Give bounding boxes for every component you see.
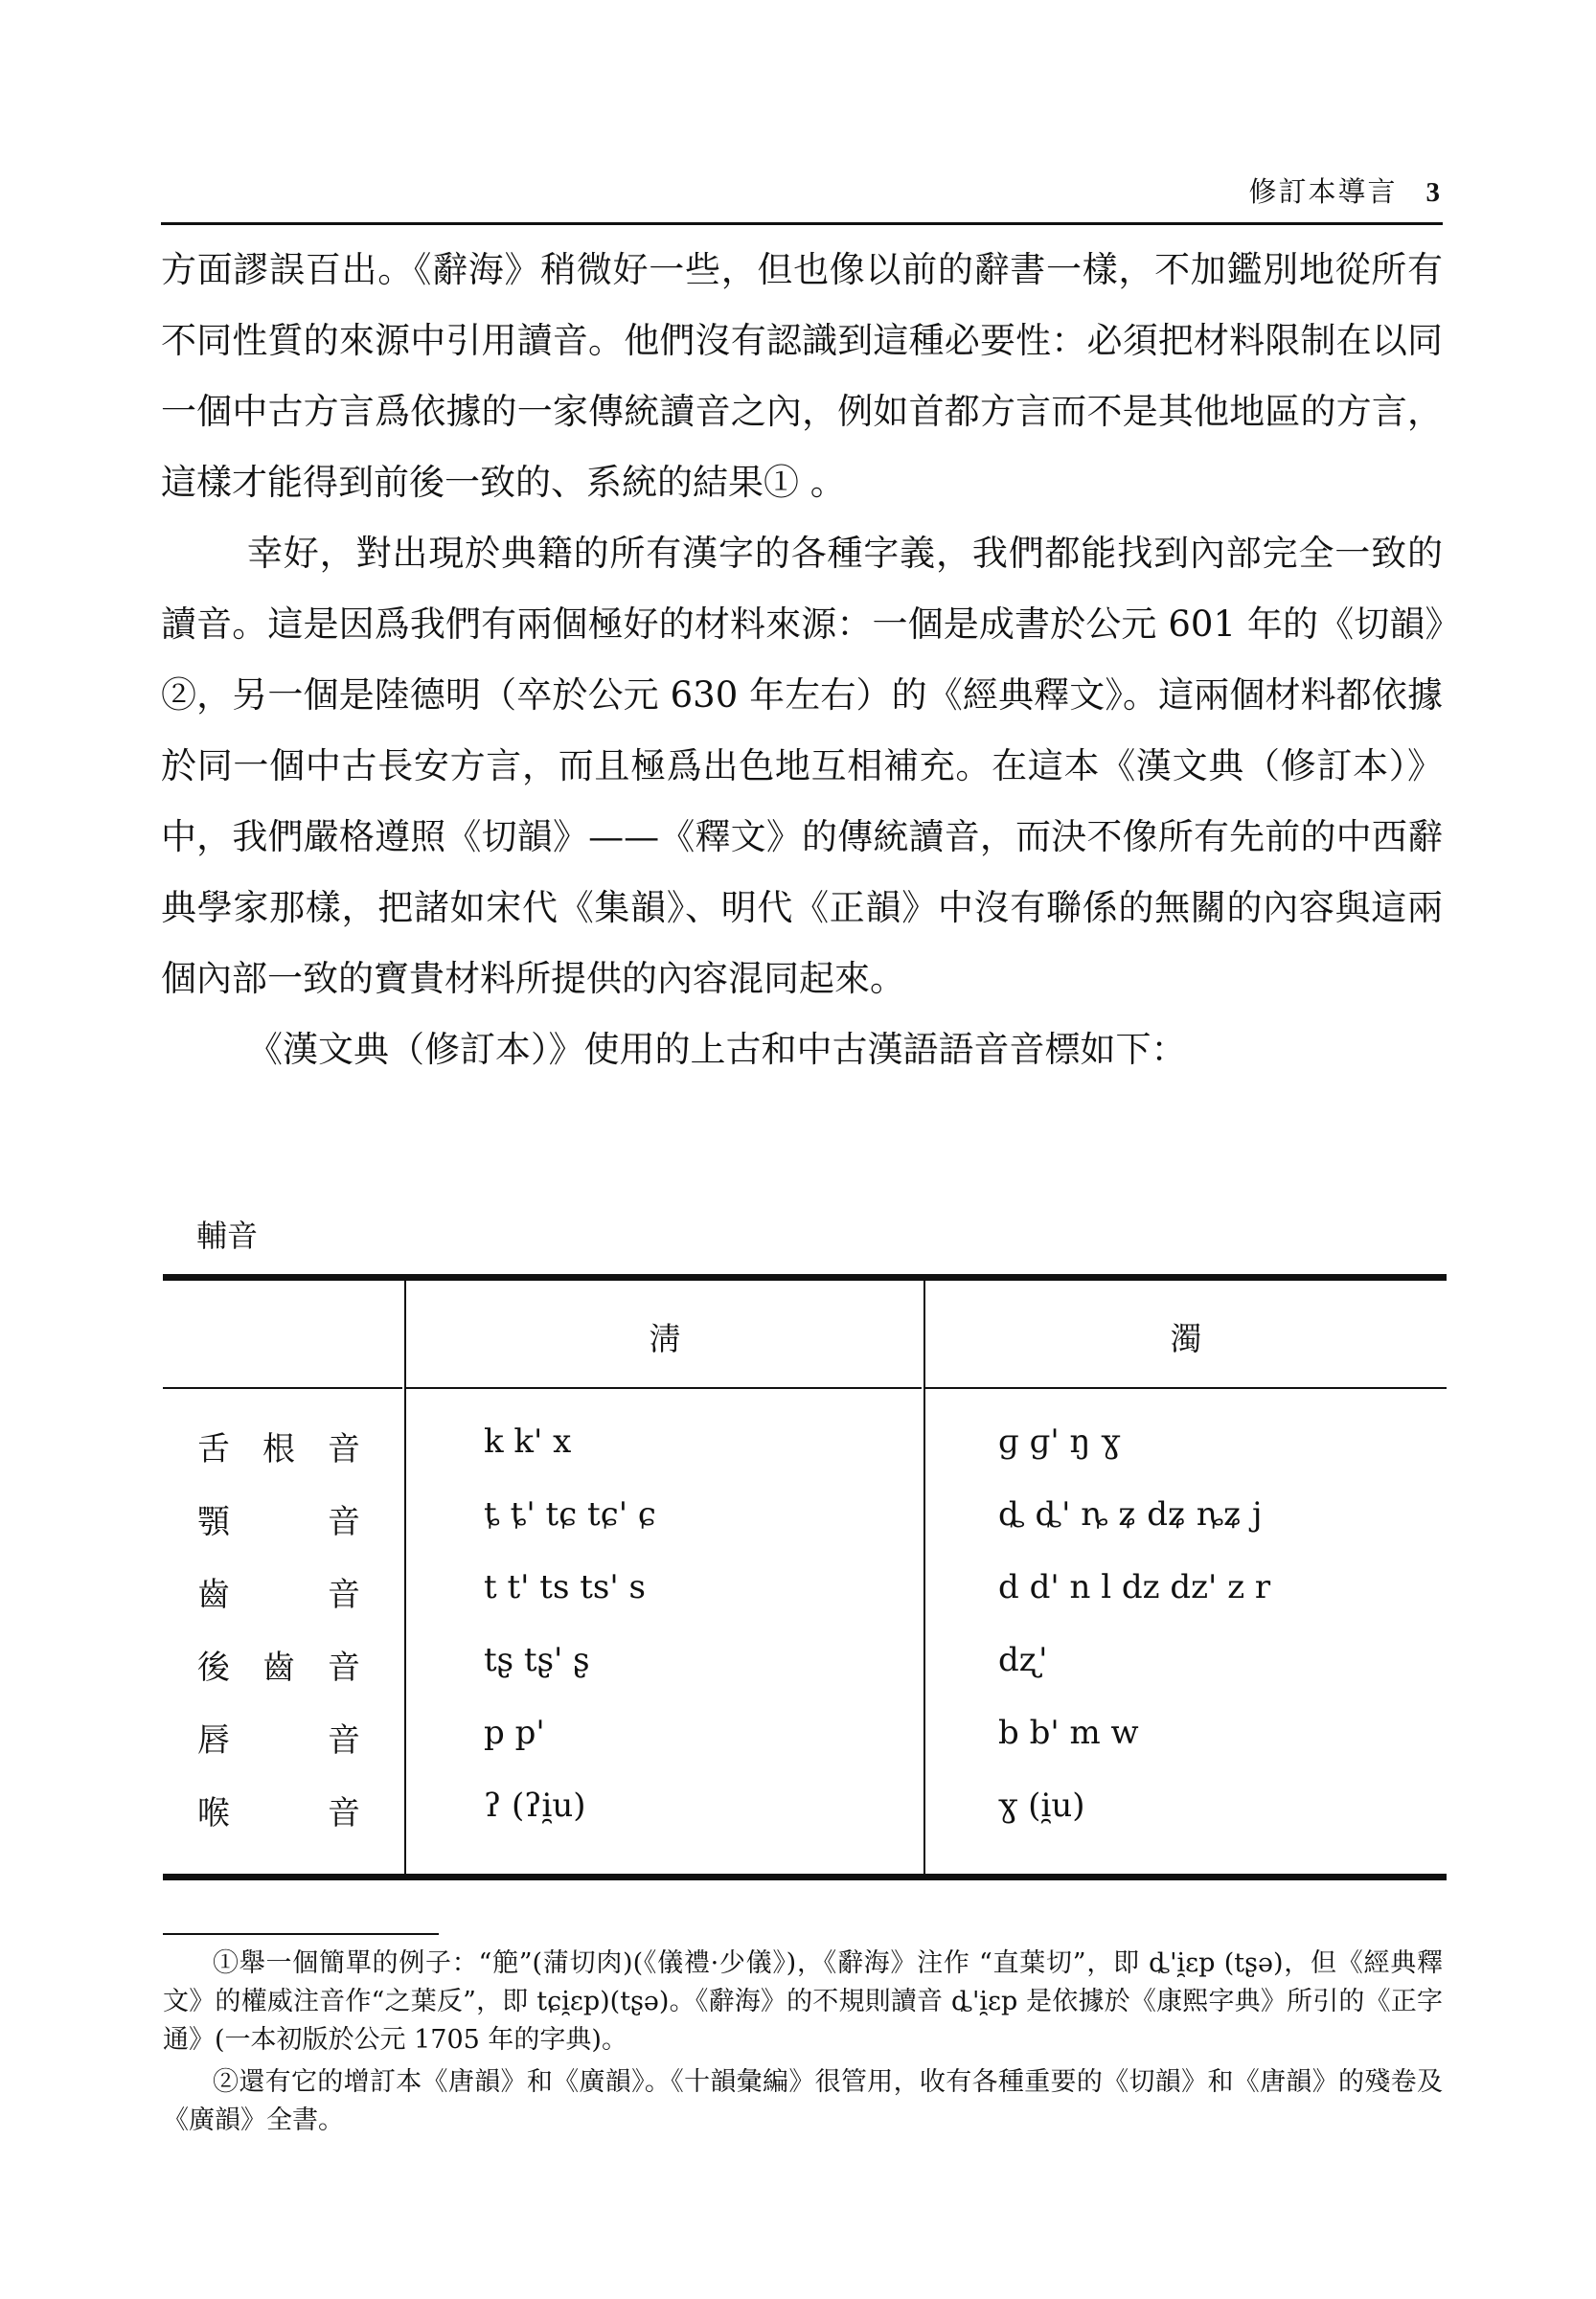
- table-row: [163, 1568, 1447, 1641]
- table-row: [163, 1714, 1447, 1787]
- clear-consonants: ȶ ȶ' tɕ tɕ' ɕ: [484, 1495, 656, 1534]
- table-top-rule: [163, 1274, 1447, 1281]
- voiced-consonants: ɣ (i̯u): [998, 1787, 1085, 1825]
- clear-consonants: tʂ tʂ' ʂ: [484, 1641, 590, 1679]
- table-header-rule: [925, 1387, 1447, 1389]
- table-caption: 輔音: [196, 1218, 259, 1254]
- page-number: 3: [1425, 177, 1442, 208]
- clear-consonants: k k' x: [484, 1423, 572, 1461]
- voiced-consonants: dʐ': [998, 1641, 1048, 1679]
- clear-consonants: p p': [484, 1714, 545, 1752]
- table-header-rule: [163, 1387, 402, 1389]
- column-header-clear: 淸: [649, 1320, 681, 1357]
- footnote-2: ②還有它的增訂本《唐韻》和《廣韻》。《十韻彙編》很管用，收有各種重要的《切韻》和《唐韻》的殘卷及《廣韻》全書。: [163, 2067, 1443, 2135]
- voiced-consonants: ȡ ȡ' ȵ ʑ dʑ ȵʑ j: [998, 1495, 1263, 1534]
- footnote-1: ①舉一個簡單的例子：“䈈”(蒲切肉)(《儀禮·少儀》)，《辭海》注作 “直葉切”，即 ȡ'i̯ɛp (tʂə)，但《經典釋文》的權威注音作“之葉反”，即 tɕi̯ɛp)(tʂə)。《辭海》的不規則讀音 ȡ'i̯ɛp 是依據於《康熙字典》所引的《正字通》(一本初版於公元 1705 年的字典)。: [163, 1948, 1443, 2055]
- footnote-rule: [163, 1933, 439, 1935]
- running-title: 修訂本導言: [1248, 175, 1398, 208]
- place-of-articulation: 顎 音: [197, 1503, 360, 1541]
- paragraph-3: 《漢文典（修訂本）》使用的上古和中古漢語語音音標如下：: [247, 1029, 1187, 1070]
- paragraph-2: 幸好，對出現於典籍的所有漢字的各種字義，我們都能找到內部完全一致的讀音。這是因爲我們有兩個極好的材料來源：一個是成書於公元 601 年的《切韻》②，另一個是陸德明（卒於公元 630 年左右）的《經典釋文》。這兩個材料都依據於同一個中古長安方言，而且極爲出色地互相補充。在這本《漢文典（修訂本）》中，我們嚴格遵照《切韻》——《釋文》的傳統讀音，而決不像所有先前的中西辭典學家那樣，把諸如宋代《集韻》、明代《正韻》中沒有聯係的無關的內容與這兩個內部一致的寶貴材料所提供的內容混同起來。: [161, 533, 1443, 999]
- running-header: [163, 171, 1442, 210]
- column-header-voiced: 濁: [1170, 1320, 1202, 1357]
- consonant-table: [163, 1274, 1447, 1887]
- table-row: [163, 1495, 1447, 1568]
- table-row: [163, 1641, 1447, 1714]
- body-text: [161, 235, 1443, 1085]
- voiced-consonants: ɡ ɡ' ŋ ɣ: [998, 1423, 1121, 1461]
- clear-consonants: ʔ (ʔi̯u): [484, 1787, 586, 1825]
- paragraph-1: 方面謬誤百出。《辭海》稍微好一些，但也像以前的辭書一樣，不加鑑別地從所有不同性質的來源中引用讀音。他們沒有認識到這種必要性：必須把材料限制在以同一個中古方言爲依據的一家傳統讀音之內，例如首都方言而不是其他地區的方言，這樣才能得到前後一致的、系統的結果① 。: [161, 249, 1443, 503]
- place-of-articulation: 喉 音: [197, 1794, 360, 1832]
- voiced-consonants: b b' m w: [998, 1714, 1139, 1752]
- table-bottom-rule: [163, 1874, 1447, 1880]
- table-row: [163, 1787, 1447, 1859]
- table-header-rule: [406, 1387, 922, 1389]
- voiced-consonants: d d' n l dz dz' z r: [998, 1568, 1271, 1606]
- header-rule: [161, 222, 1443, 225]
- place-of-articulation: 唇 音: [197, 1721, 360, 1760]
- table-row: [163, 1423, 1447, 1495]
- clear-consonants: t t' ts ts' s: [484, 1568, 646, 1606]
- footnotes: [163, 1945, 1443, 2144]
- place-of-articulation: 後 齒 音: [197, 1649, 360, 1687]
- place-of-articulation: 舌 根 音: [197, 1430, 360, 1468]
- place-of-articulation: 齒 音: [197, 1576, 360, 1614]
